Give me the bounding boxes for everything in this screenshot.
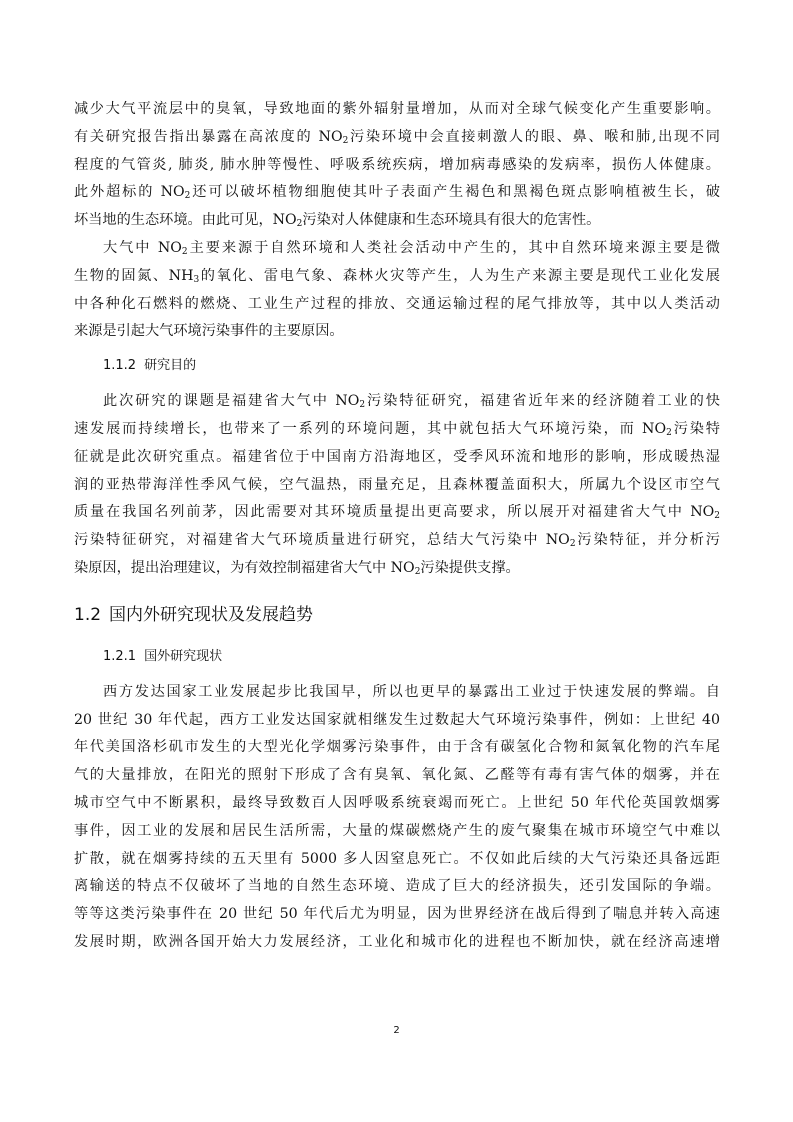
section-heading-1-2	[74, 603, 720, 627]
text-line: 坏当地的生态环境。由此可见，$NO_2$污染对人体健康和生态环境具有很大的危害性。	[74, 212, 601, 230]
text-line: 质量在我国名列前茅，因此需要对其环境质量提出更高要求，所以展开对福建省大气中 $NO_2$	[74, 504, 720, 522]
text-line: 气的大量排放，在阳光的照射下形成了含有臭氧、氧化氮、乙醛等有毒有害气体的烟雾，并在	[74, 767, 720, 784]
page-body	[74, 96, 720, 957]
section-number: 1.1.2	[103, 358, 137, 374]
text-line: 污染特征研究，对福建省大气环境质量进行研究，总结大气污染中 $NO_2$污染特征，并分析污	[74, 532, 720, 550]
page-number: 2	[393, 1025, 400, 1036]
section-title: 国内外研究现状及发展趋势	[109, 604, 314, 625]
text-line: 20 世纪 30 年代起，西方工业发达国家就相继发生过数起大气环境污染事件，例如：上世纪 40	[74, 711, 720, 728]
text-line: 扩散，就在烟雾持续的五天里有 5000 多人因窒息死亡。不仅如此后续的大气污染还具备远距	[74, 850, 720, 867]
paragraph-1	[74, 96, 720, 235]
paragraph-4	[74, 679, 720, 957]
text-line: 中各种化石燃料的燃烧、工业生产过程的排放、交通运输过程的尾气排放等，其中以人类活动	[74, 295, 720, 312]
text-line: 等等这类污染事件在 20 世纪 50 年代后尤为明显，因为世界经济在战后得到了喘息并转入高速	[74, 906, 720, 923]
section-heading-1-2-1	[103, 647, 720, 667]
section-title: 国外研究现状	[144, 648, 223, 664]
text-line: 西方发达国家工业发展起步比我国早，所以也更早的暴露出工业过于快速发展的弊端。自	[103, 683, 720, 700]
text-line: 减少大气平流层中的臭氧，导致地面的紫外辐射量增加，从而对全球气候变化产生重要影响。	[74, 101, 720, 117]
text-line: 此外超标的 $NO_2$还可以破坏植物细胞使其叶子表面产生褐色和黑褐色斑点影响植被生长，破	[74, 184, 720, 202]
text-line: 生物的固氮、$NH_3$的氧化、雷电气象、森林火灾等产生，人为生产来源主要是现代工业化发展	[74, 267, 720, 285]
text-line: 程度的气管炎, 肺炎, 肺水肿等慢性、呼吸系统疾病，增加病毒感染的发病率，损伤人体健康。	[74, 156, 720, 173]
paragraph-3	[74, 388, 720, 583]
section-title: 研究目的	[144, 358, 197, 374]
text-line: 事件，因工业的发展和居民生活所需，大量的煤碳燃烧产生的废气聚集在城市环境空气中难以	[74, 822, 720, 839]
text-line: 征就是此次研究重点。福建省位于中国南方沿海地区，受季风环流和地形的影响，形成暖热湿	[74, 448, 720, 465]
text-line: 离输送的特点不仅破坏了当地的自然生态环境、造成了巨大的经济损失，还引发国际的争端。	[74, 878, 720, 895]
text-line: 大气中 $NO_2$主要来源于自然环境和人类社会活动中产生的，其中自然环境来源主要是微	[103, 239, 720, 257]
text-line: 速发展而持续增长，也带来了一系列的环境问题，其中就包括大气环境污染，而 $NO_2$污染特	[74, 420, 720, 438]
section-number: 1.2.1	[103, 648, 137, 664]
paragraph-2	[74, 235, 720, 346]
text-line: 来源是引起大气环境污染事件的主要原因。	[74, 323, 344, 340]
section-heading-1-1-2	[103, 356, 720, 376]
text-line: 城市空气中不断累积，最终导致数百人因呼吸系统衰竭而死亡。上世纪 50 年代伦英国敦烟雾	[74, 794, 720, 811]
text-line: 染原因，提出治理建议，为有效控制福建省大气中 $NO_2$污染提供支撑。	[74, 559, 520, 577]
text-line: 年代美国洛杉矶市发生的大型光化学烟雾污染事件，由于含有碳氢化合物和氮氧化物的汽车尾	[74, 739, 720, 756]
text-line: 发展时期，欧洲各国开始大力发展经济，工业化和城市化的进程也不断加快，就在经济高速增	[74, 933, 720, 950]
text-line: 有关研究报告指出暴露在高浓度的 $NO_2$污染环境中会直接刺激人的眼、鼻、喉和肺,出现不同	[74, 128, 720, 146]
text-line: 此次研究的课题是福建省大气中 $NO_2$污染特征研究，福建省近年来的经济随着工业的快	[103, 393, 720, 411]
text-line: 润的亚热带海洋性季风气候，空气温热，雨量充足，且森林覆盖面积大，所属九个设区市空气	[74, 476, 720, 493]
section-number: 1.2	[74, 604, 102, 625]
